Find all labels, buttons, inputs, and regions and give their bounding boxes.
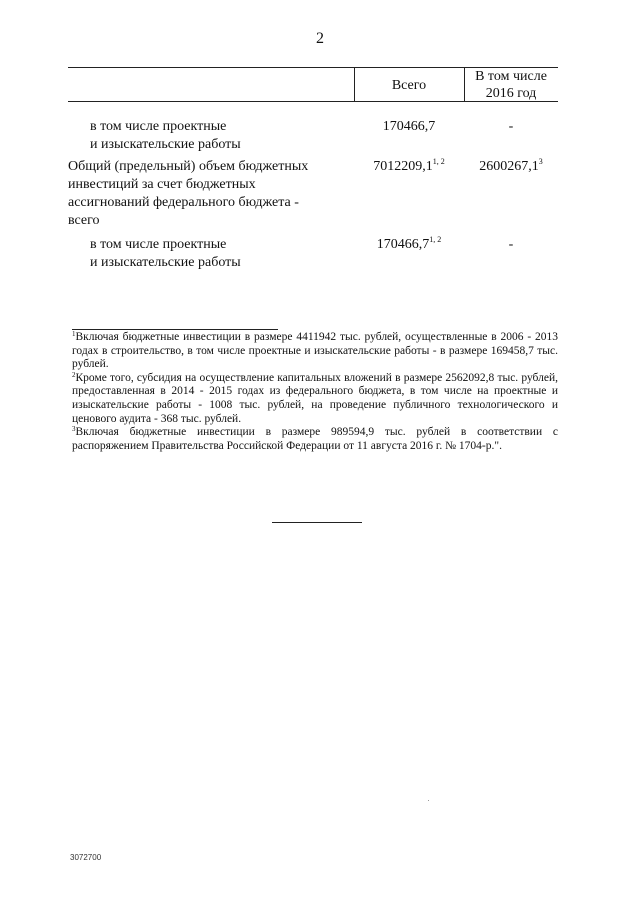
year-amount: - (508, 237, 514, 252)
footnote-mark: 2 (72, 370, 76, 379)
row-label-line: Общий (предельный) объем бюджетных (68, 159, 309, 174)
row-2016-value (464, 158, 558, 176)
row-total-value (354, 158, 464, 176)
page-number: 2 (316, 30, 324, 47)
column-header-total (354, 69, 464, 101)
footnote-ref: 1, 2 (432, 157, 445, 166)
row-2016-value (464, 236, 558, 254)
footnote-ref: 1, 2 (429, 235, 442, 244)
row-label (68, 158, 308, 230)
row-label (90, 118, 241, 154)
row-label-line: в том числе проектные (90, 119, 227, 134)
document-code: 3072700 (70, 853, 102, 862)
row-label-line: инвестиций за счет бюджетных (68, 177, 256, 192)
row-label-line: и изыскательские работы (90, 255, 241, 270)
footnote-text: Включая бюджетные инвестиции в размере 4411942 тыс. рублей, осуществленные в 2006 - 2013 годах в строительство, в том числе проектные и изыскательские работы - в размере 169458,7 тыс. рублей. (72, 331, 558, 371)
year-amount: 2600267,1 (479, 159, 539, 174)
footnotes (72, 331, 558, 453)
footnote (72, 372, 558, 426)
total-amount: 170466,7 (376, 237, 430, 252)
footnote-ref: 3 (538, 157, 543, 166)
scan-speck (428, 800, 429, 801)
row-label-line: в том числе проектные (90, 237, 227, 252)
footnote-text: Включая бюджетные инвестиции в размере 989594,9 тыс. рублей в соответствии с распоряжением Правительства Российской Федерации от 11 августа 2016 г. № 1704-р.". (72, 426, 558, 452)
row-label-line: ассигнований федерального бюджета - (68, 195, 299, 210)
row-label-line: всего (68, 213, 100, 228)
footnote-text: Кроме того, субсидия на осуществление капитальных вложений в размере 2562092,8 тыс. рублей, предоставленная в 2014 - 2015 годах из федерального бюджета, в том числе на проектные и изыскательские работы - 1008 тыс. рублей, на проведение публичного технологического и ценового аудита - 368 тыс. рублей. (72, 371, 558, 425)
footnote-separator (72, 329, 278, 330)
total-amount: 7012209,1 (373, 159, 433, 174)
total-amount: 170466,7 (382, 119, 436, 134)
footnote (72, 426, 558, 453)
column-header-2016-line2: 2016 год (485, 86, 537, 101)
row-label (90, 236, 241, 272)
end-of-document-rule (272, 522, 362, 523)
footnote-mark: 1 (72, 330, 76, 338)
column-header-total-text: Всего (391, 77, 427, 93)
column-header-2016-line1: В том числе (475, 69, 547, 84)
row-2016-value (464, 118, 558, 136)
column-header-2016 (464, 69, 558, 101)
row-total-value (354, 118, 464, 136)
year-amount: - (508, 119, 514, 134)
row-label-line: и изыскательские работы (90, 137, 241, 152)
footnote-mark: 3 (72, 425, 76, 434)
footnote (72, 331, 558, 372)
column-header-2016-text (475, 68, 547, 102)
row-total-value (354, 236, 464, 254)
table-header-rule (68, 101, 558, 102)
